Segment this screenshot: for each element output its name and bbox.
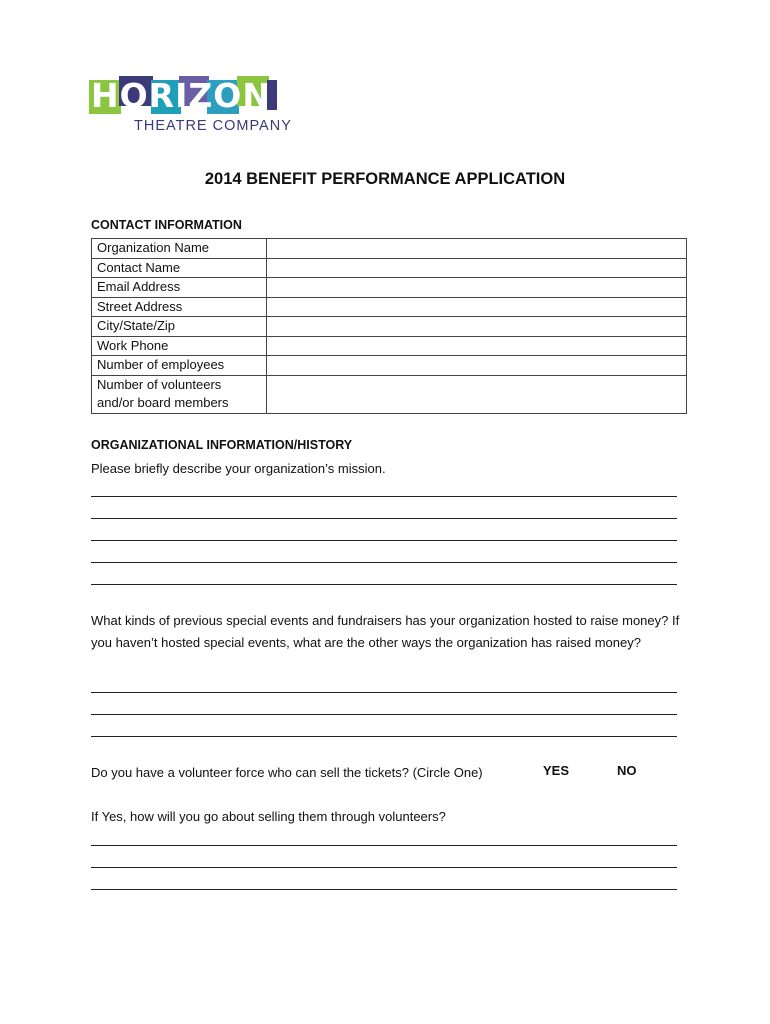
logo-subtitle: THEATRE COMPANY — [134, 118, 292, 134]
row-label: Organization Name — [92, 239, 267, 259]
contact-heading: CONTACT INFORMATION — [91, 218, 242, 232]
answer-line[interactable] — [91, 518, 677, 519]
mission-question: Please briefly describe your organization’s mission. — [91, 461, 386, 476]
volunteers-field[interactable] — [267, 375, 687, 413]
table-row — [92, 336, 687, 356]
logo-wordmark: HORIZON — [91, 76, 271, 115]
work-phone-field[interactable] — [267, 336, 687, 356]
city-state-zip-field[interactable] — [267, 317, 687, 337]
answer-line[interactable] — [91, 496, 677, 497]
organization-name-field[interactable] — [267, 239, 687, 259]
table-row — [92, 278, 687, 298]
page-title: 2014 BENEFIT PERFORMANCE APPLICATION — [204, 170, 566, 188]
yes-option[interactable]: YES — [543, 763, 570, 778]
horizon-logo — [89, 76, 319, 136]
volunteer-force-question: Do you have a volunteer force who can sell the tickets? (Circle One) — [91, 765, 483, 780]
table-row — [92, 258, 687, 278]
table-row — [92, 317, 687, 337]
table-row — [92, 356, 687, 376]
answer-line[interactable] — [91, 736, 677, 737]
row-label: Number of employees — [92, 356, 267, 376]
selling-question: If Yes, how will you go about selling them through volunteers? — [91, 809, 446, 824]
employees-field[interactable] — [267, 356, 687, 376]
no-option[interactable]: NO — [617, 763, 637, 778]
table-row — [92, 375, 687, 413]
answer-line[interactable] — [91, 889, 677, 890]
street-address-field[interactable] — [267, 297, 687, 317]
answer-line[interactable] — [91, 845, 677, 846]
row-label: City/State/Zip — [92, 317, 267, 337]
answer-line[interactable] — [91, 562, 677, 563]
row-label: Email Address — [92, 278, 267, 298]
fundraisers-question: What kinds of previous special events and fundraisers has your organization hosted to raise money? If you haven’t hosted special events, what are the other ways the organization has raised money? — [91, 613, 680, 650]
answer-line[interactable] — [91, 584, 677, 585]
row-label: Number of volunteers and/or board members — [92, 375, 267, 413]
email-field[interactable] — [267, 278, 687, 298]
row-label: Work Phone — [92, 336, 267, 356]
answer-line[interactable] — [91, 867, 677, 868]
org-heading: ORGANIZATIONAL INFORMATION/HISTORY — [91, 438, 353, 452]
answer-line[interactable] — [91, 540, 677, 541]
row-label: Contact Name — [92, 258, 267, 278]
logo-color-blocks — [89, 76, 319, 116]
answer-line[interactable] — [91, 714, 677, 715]
answer-line[interactable] — [91, 692, 677, 693]
contact-table — [91, 238, 687, 414]
table-row — [92, 297, 687, 317]
contact-name-field[interactable] — [267, 258, 687, 278]
table-row — [92, 239, 687, 259]
row-label: Street Address — [92, 297, 267, 317]
